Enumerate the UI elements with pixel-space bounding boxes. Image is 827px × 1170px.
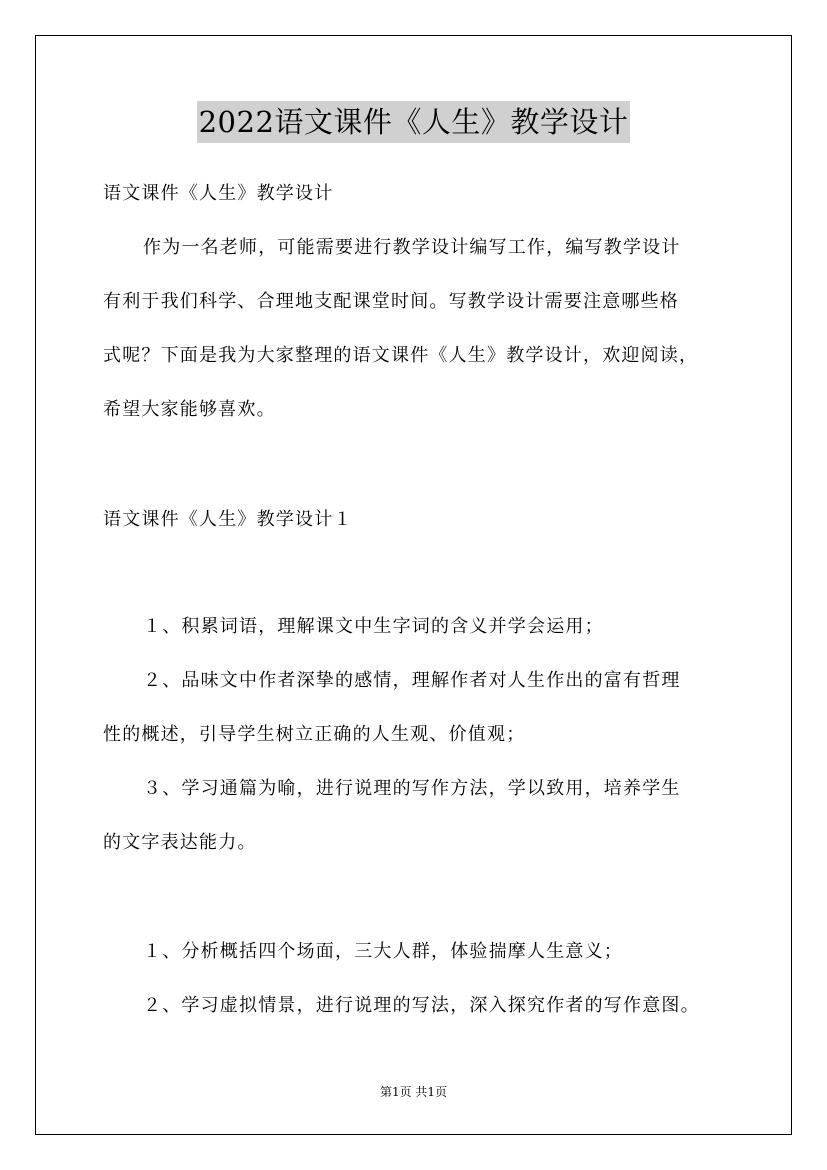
goal-line-2: ２、品味文中作者深挚的感情，理解作者对人生作出的富有哲理 bbox=[143, 670, 681, 691]
intro-line-2: 有利于我们科学、合理地支配课堂时间。写教学设计需要注意哪些格 bbox=[103, 291, 679, 312]
goal-line-5: 的文字表达能力。 bbox=[103, 832, 257, 853]
goal-line-4: ３、学习通篇为喻，进行说理的写作方法，学以致用，培养学生 bbox=[143, 778, 681, 799]
document-title: 2022语文课件《人生》教学设计 bbox=[197, 101, 631, 143]
intro-line-3: 式呢？下面是我为大家整理的语文课件《人生》教学设计，欢迎阅读， bbox=[103, 345, 699, 366]
key-line-2: ２、学习虚拟情景，进行说理的写法，深入探究作者的写作意图。 bbox=[143, 995, 700, 1016]
key-line-1: １、分析概括四个场面，三大人群，体验揣摩人生意义； bbox=[143, 941, 623, 962]
section-heading: 语文课件《人生》教学设计１ bbox=[103, 509, 353, 530]
goal-line-1: １、积累词语，理解课文中生字词的含义并学会运用； bbox=[143, 616, 604, 637]
intro-line-4: 希望大家能够喜欢。 bbox=[103, 399, 276, 420]
intro-line-1: 作为一名老师，可能需要进行教学设计编写工作，编写教学设计 bbox=[143, 237, 681, 258]
page-footer: 第1页 共1页 bbox=[379, 1085, 448, 1099]
goal-line-3: 性的概述，引导学生树立正确的人生观、价值观； bbox=[103, 724, 526, 745]
document-subtitle: 语文课件《人生》教学设计 bbox=[103, 183, 334, 204]
